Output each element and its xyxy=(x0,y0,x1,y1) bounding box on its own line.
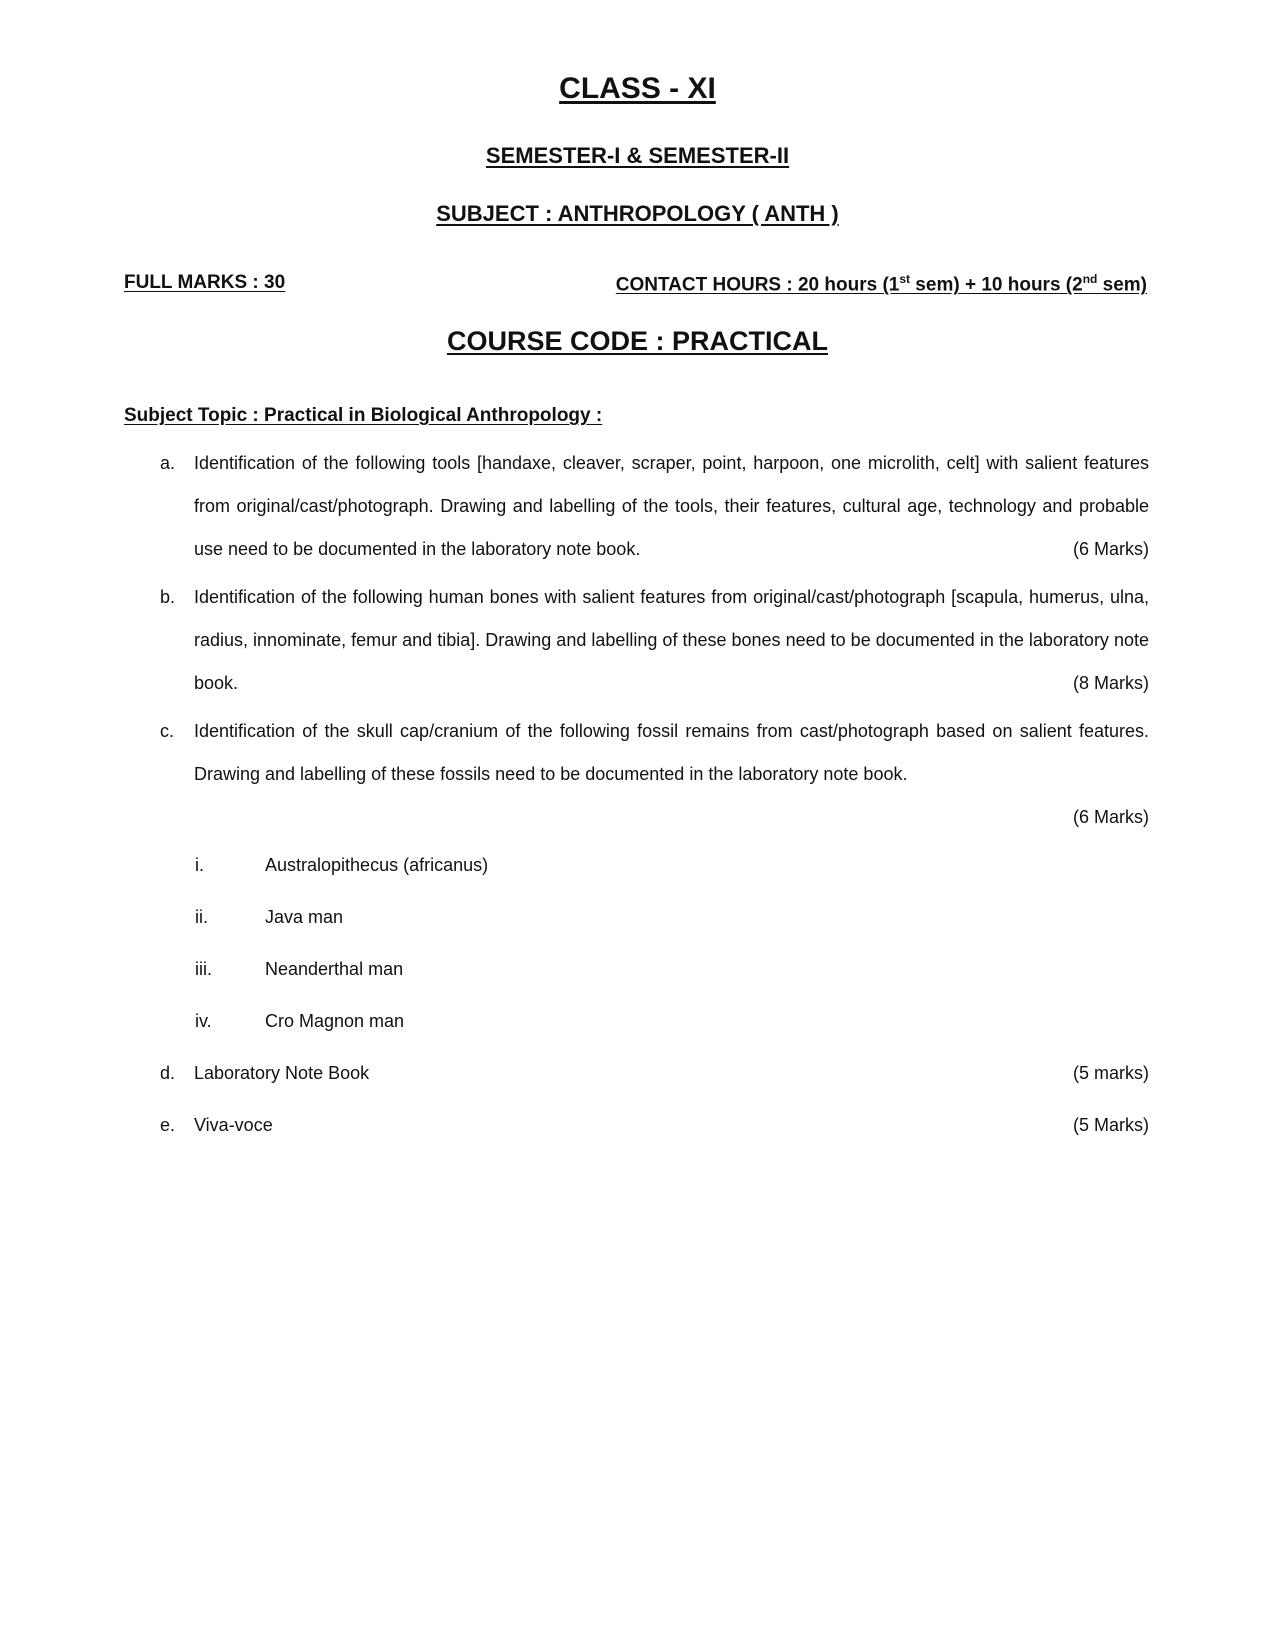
list-item-marks: (5 Marks) xyxy=(1073,1115,1149,1135)
class-title: CLASS - XI xyxy=(559,72,716,105)
fossil-item xyxy=(195,896,343,939)
list-item-text: Identification of the following human bones with salient features from original/cast/photograph [scapula, humerus, ulna, radius, innominate, femur and tibia]. Drawing and labelling of these bones need to be documented in the laboratory note book. xyxy=(194,587,1149,693)
course-code-heading: COURSE CODE : PRACTICAL xyxy=(446,326,828,356)
list-item-letter: a. xyxy=(160,453,176,473)
fossil-item xyxy=(195,1000,404,1043)
contact-hours: CONTACT HOURS : 20 hours (1st sem) + 10 hours (2nd sem) xyxy=(615,272,1147,296)
fossil-name: Cro Magnon man xyxy=(265,1011,405,1031)
list-item-letter: d. xyxy=(160,1063,176,1083)
fossil-name: Java man xyxy=(265,907,344,927)
fossil-number: i. xyxy=(195,855,204,875)
list-item-letter: b. xyxy=(160,587,176,607)
semester-heading: SEMESTER-I & SEMESTER-II xyxy=(485,143,790,168)
fossil-name: Australopithecus (africanus) xyxy=(265,855,489,875)
list-item-text: Identification of the following tools [handaxe, cleaver, scraper, point, harpoon, one microlith, celt] with salient features from original/cast/photograph. Drawing and labelling of the tools, their features, cultural age, technology and probable use need to be documented in the laboratory note book. xyxy=(194,453,1149,559)
list-item-marks: (8 Marks) xyxy=(1073,673,1149,693)
fossil-item xyxy=(195,844,488,887)
list-item-a xyxy=(124,442,1149,571)
fossil-number: iii. xyxy=(195,959,212,979)
list-item-marks: (5 marks) xyxy=(1073,1063,1149,1083)
list-item-letter: e. xyxy=(160,1115,176,1135)
list-item-text: Identification of the skull cap/cranium of the following fossil remains from cast/photograph based on salient features. Drawing and labelling of these fossils need to be documented in the laboratory note book. xyxy=(194,721,1149,784)
fossil-name: Neanderthal man xyxy=(265,959,404,979)
fossil-number: ii. xyxy=(195,907,208,927)
list-item-marks: (6 Marks) xyxy=(1073,807,1149,827)
list-item-c xyxy=(124,710,1149,839)
list-item-letter: c. xyxy=(160,721,175,741)
subject-topic: Subject Topic : Practical in Biological Anthropology : xyxy=(124,405,603,426)
list-item-text: Viva-voce xyxy=(194,1115,273,1135)
fossil-item xyxy=(195,948,403,991)
list-item-text: Laboratory Note Book xyxy=(194,1063,370,1083)
list-item-marks: (6 Marks) xyxy=(1073,539,1149,559)
fossil-number: iv. xyxy=(195,1011,212,1031)
list-item-b xyxy=(124,576,1149,705)
full-marks: FULL MARKS : 30 xyxy=(124,272,286,293)
subject-heading: SUBJECT : ANTHROPOLOGY ( ANTH ) xyxy=(436,201,839,226)
